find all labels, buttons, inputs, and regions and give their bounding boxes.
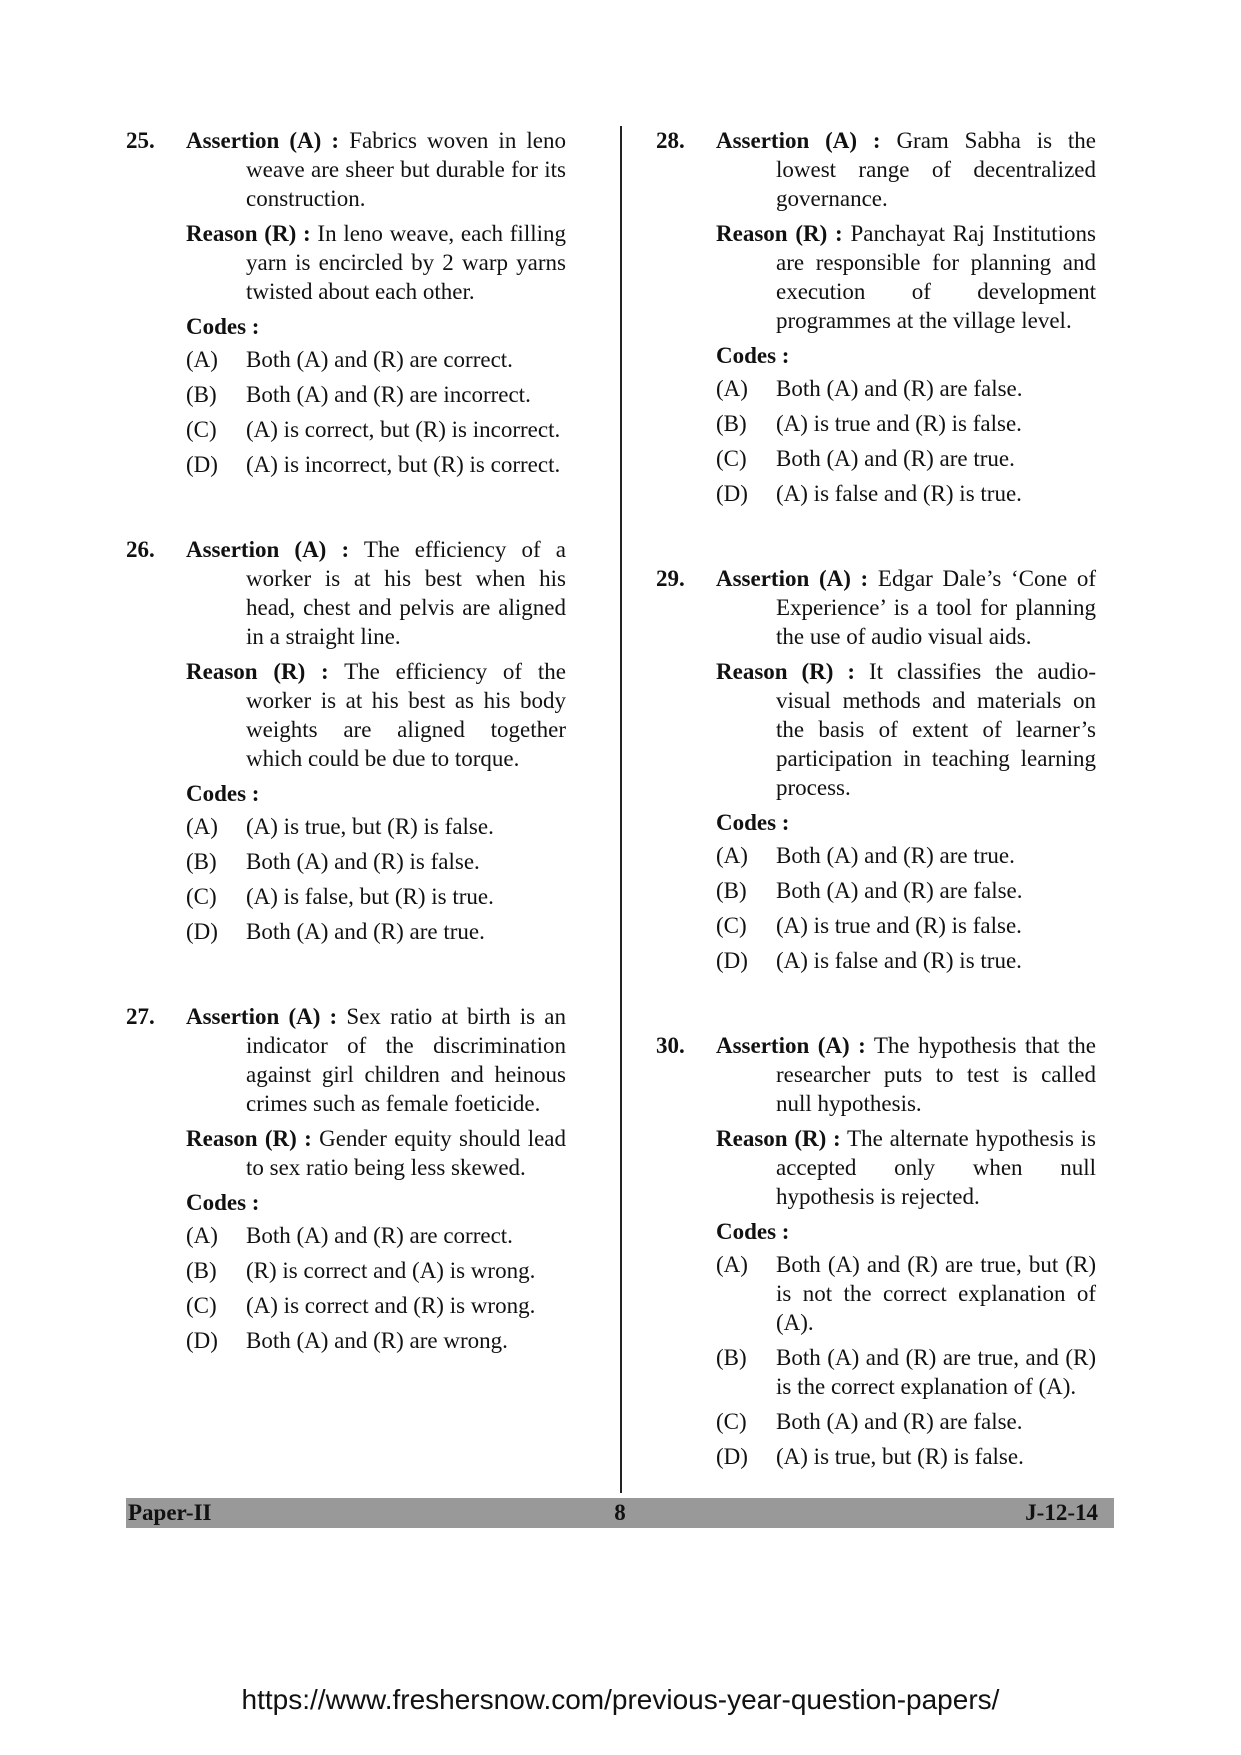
option-text: (A) is true, but (R) is false. (246, 814, 494, 839)
answer-option (716, 946, 1096, 975)
option-text: (A) is incorrect, but (R) is correct. (246, 452, 561, 477)
option-letter: (A) (716, 1252, 748, 1277)
answer-option (716, 409, 1096, 438)
question-block (656, 1031, 1096, 1471)
question-number: 25. (126, 128, 155, 153)
option-text: (A) is correct, but (R) is incorrect. (246, 417, 561, 442)
reason (186, 219, 566, 306)
column-divider (620, 126, 622, 1493)
option-letter: (D) (186, 919, 218, 944)
assertion (716, 564, 1096, 651)
assertion-label: Assertion (A) : (186, 1004, 338, 1029)
assertion-text: Gram Sabha is the lowest range of decentralized governance. (776, 128, 1097, 211)
codes-label: Codes : (716, 810, 790, 835)
codes-label: Codes : (716, 343, 790, 368)
answer-option (186, 882, 566, 911)
codes-label: Codes : (186, 1190, 260, 1215)
codes-label: Codes : (716, 1219, 790, 1244)
question-body (716, 1031, 1096, 1471)
question-block (126, 1002, 566, 1355)
option-text: (A) is true and (R) is false. (776, 913, 1022, 938)
assertion-label: Assertion (A) : (186, 537, 350, 562)
question-number: 29. (656, 566, 685, 591)
option-letter: (D) (716, 1444, 748, 1469)
answer-option (716, 876, 1096, 905)
option-text: (A) is false, but (R) is true. (246, 884, 494, 909)
answer-option (186, 847, 566, 876)
answer-option (186, 450, 566, 479)
option-text: Both (A) and (R) are false. (776, 376, 1023, 401)
question-block (126, 126, 566, 479)
option-letter: (C) (716, 446, 747, 471)
assertion-text: The hypothesis that the researcher puts to test is called null hypothesis. (776, 1033, 1096, 1116)
option-text: (A) is false and (R) is true. (776, 481, 1022, 506)
paper-label: Paper-II (128, 1500, 212, 1525)
answer-option (716, 1407, 1096, 1436)
reason-text: The alternate hypothesis is accepted only when null hypothesis is rejected. (776, 1126, 1096, 1209)
answer-option (186, 1291, 566, 1320)
reason-label: Reason (R) : (186, 659, 329, 684)
option-text: Both (A) and (R) are wrong. (246, 1328, 508, 1353)
reason-text: The efficiency of the worker is at his best as his body weights are aligned together which could be due to torque. (246, 659, 566, 771)
option-letter: (A) (716, 843, 748, 868)
page-number: 8 (614, 1500, 626, 1525)
option-letter: (D) (186, 1328, 218, 1353)
answer-option (186, 1326, 566, 1355)
source-url[interactable]: https://www.freshersnow.com/previous-year-question-papers/ (241, 1684, 1000, 1715)
option-text: Both (A) and (R) are true, but (R) is not the correct explanation of (A). (776, 1252, 1096, 1335)
option-letter: (C) (186, 884, 217, 909)
option-text: (A) is false and (R) is true. (776, 948, 1022, 973)
option-text: (A) is correct and (R) is wrong. (246, 1293, 536, 1318)
question-body (186, 126, 566, 479)
option-letter: (A) (186, 1223, 218, 1248)
exam-code: J-12-14 (1025, 1500, 1098, 1525)
option-letter: (D) (716, 948, 748, 973)
option-text: (A) is true and (R) is false. (776, 411, 1022, 436)
reason-label: Reason (R) : (186, 221, 311, 246)
reason-text: In leno weave, each filling yarn is encircled by 2 warp yarns twisted about each other. (246, 221, 566, 304)
answer-option (716, 1442, 1096, 1471)
assertion (186, 535, 566, 651)
option-text: Both (A) and (R) are true, and (R) is the correct explanation of (A). (776, 1345, 1096, 1399)
option-letter: (A) (186, 814, 218, 839)
answer-option (716, 1250, 1096, 1337)
reason (716, 219, 1096, 335)
codes-label: Codes : (186, 314, 260, 339)
option-letter: (B) (716, 878, 747, 903)
reason-label: Reason (R) : (716, 1126, 841, 1151)
assertion-text: Fabrics woven in leno weave are sheer but durable for its construction. (246, 128, 567, 211)
assertion-label: Assertion (A) : (186, 128, 340, 153)
answer-option (186, 812, 566, 841)
reason-label: Reason (R) : (186, 1126, 312, 1151)
reason (716, 657, 1096, 802)
option-letter: (C) (186, 417, 217, 442)
option-letter: (B) (186, 849, 217, 874)
assertion-text: The efficiency of a worker is at his best when his head, chest and pelvis are aligned in a straight line. (246, 537, 566, 649)
option-letter: (D) (186, 452, 218, 477)
question-block (656, 564, 1096, 975)
question-number: 26. (126, 537, 155, 562)
assertion (186, 1002, 566, 1118)
answer-option (716, 841, 1096, 870)
assertion (716, 126, 1096, 213)
reason-label: Reason (R) : (716, 659, 856, 684)
assertion-text: Edgar Dale’s ‘Cone of Experience’ is a tool for planning the use of audio visual aids. (776, 566, 1097, 649)
assertion-label: Assertion (A) : (716, 1033, 866, 1058)
option-letter: (D) (716, 481, 748, 506)
option-text: Both (A) and (R) are correct. (246, 347, 513, 372)
option-letter: (B) (716, 411, 747, 436)
option-text: (A) is true, but (R) is false. (776, 1444, 1024, 1469)
assertion-label: Assertion (A) : (716, 128, 881, 153)
answer-option (716, 479, 1096, 508)
option-letter: (C) (716, 1409, 747, 1434)
codes-label: Codes : (186, 781, 260, 806)
option-text: (R) is correct and (A) is wrong. (246, 1258, 536, 1283)
question-number: 30. (656, 1033, 685, 1058)
answer-option (186, 1256, 566, 1285)
assertion-text: Sex ratio at birth is an indicator of the discrimination against girl children and heinous crimes such as female foeticide. (246, 1004, 567, 1116)
right-column (656, 126, 1096, 1527)
answer-option (716, 1343, 1096, 1401)
answer-option (716, 911, 1096, 940)
reason (716, 1124, 1096, 1211)
option-text: Both (A) and (R) are true. (776, 446, 1015, 471)
option-letter: (A) (716, 376, 748, 401)
assertion-label: Assertion (A) : (716, 566, 869, 591)
question-number: 27. (126, 1004, 155, 1029)
answer-option (716, 374, 1096, 403)
question-body (716, 126, 1096, 508)
option-letter: (A) (186, 347, 218, 372)
reason (186, 1124, 566, 1182)
question-body (716, 564, 1096, 975)
reason-text: Gender equity should lead to sex ratio being less skewed. (246, 1126, 567, 1180)
option-letter: (B) (186, 1258, 217, 1283)
answer-option (186, 1221, 566, 1250)
left-column (126, 126, 566, 1411)
option-text: Both (A) and (R) are correct. (246, 1223, 513, 1248)
question-number: 28. (656, 128, 685, 153)
option-text: Both (A) and (R) are false. (776, 1409, 1023, 1434)
option-text: Both (A) and (R) are true. (776, 843, 1015, 868)
reason-label: Reason (R) : (716, 221, 843, 246)
option-text: Both (A) and (R) are true. (246, 919, 485, 944)
reason (186, 657, 566, 773)
question-block (126, 535, 566, 946)
question-body (186, 1002, 566, 1355)
reason-text: Panchayat Raj Institutions are responsible for planning and execution of development programmes at the village level. (776, 221, 1097, 333)
answer-option (716, 444, 1096, 473)
page-footer (126, 1498, 1114, 1528)
question-block (656, 126, 1096, 508)
answer-option (186, 415, 566, 444)
option-letter: (C) (186, 1293, 217, 1318)
assertion (186, 126, 566, 213)
answer-option (186, 345, 566, 374)
option-letter: (B) (716, 1345, 747, 1370)
assertion (716, 1031, 1096, 1118)
option-text: Both (A) and (R) are incorrect. (246, 382, 531, 407)
option-text: Both (A) and (R) are false. (776, 878, 1023, 903)
option-letter: (B) (186, 382, 217, 407)
option-letter: (C) (716, 913, 747, 938)
answer-option (186, 380, 566, 409)
option-text: Both (A) and (R) is false. (246, 849, 480, 874)
answer-option (186, 917, 566, 946)
reason-text: It classifies the audio-visual methods and materials on the basis of extent of learner’s participation in teaching learning process. (776, 659, 1096, 800)
question-body (186, 535, 566, 946)
